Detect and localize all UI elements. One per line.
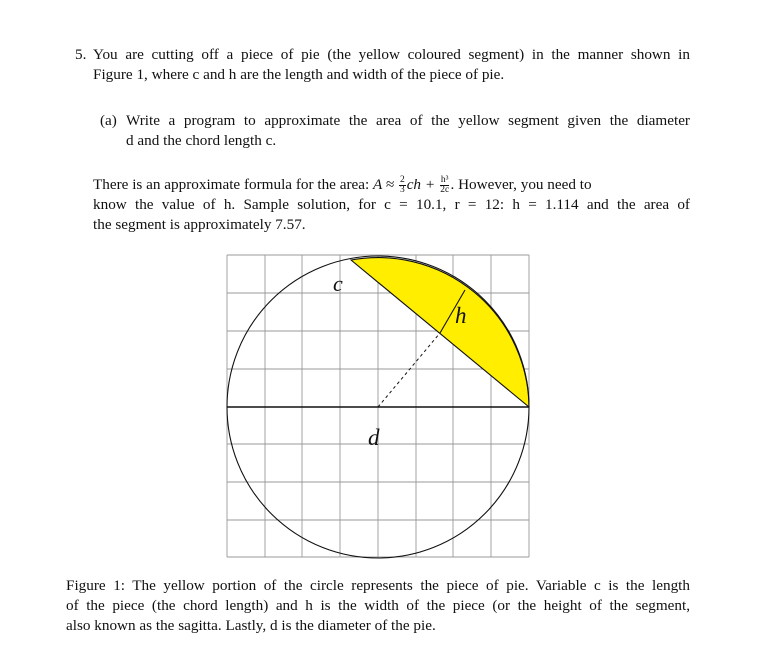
part-a-label: (a) — [100, 112, 117, 129]
solution-line3: the segment is approximately 7.57. — [93, 216, 306, 233]
label-d: d — [368, 425, 380, 450]
problem-intro-line2: Figure 1, where c and h are the length and width of the piece of pie. — [93, 66, 505, 83]
frac2-num: h³ — [440, 175, 449, 186]
part-a-line2: d and the chord length c. — [126, 132, 277, 149]
caption-line3: also known as the sagitta. Lastly, d is the diameter of the pie. — [66, 617, 436, 634]
frac2-den: 2c — [440, 185, 450, 196]
caption-line1: Figure 1: The yellow portion of the circle represents the piece of pie. Variable c is the length — [66, 577, 690, 594]
problem-number: 5. — [75, 46, 87, 63]
frac1-den: 3 — [399, 185, 405, 196]
formula-a: A ≈ — [373, 176, 395, 193]
label-h: h — [455, 303, 467, 328]
label-c: c — [333, 271, 343, 296]
problem-intro-line1: You are cutting off a piece of pie (the yellow coloured segment) in the manner shown in — [93, 46, 690, 63]
part-a-line1: Write a program to approximate the area of the yellow segment given the diameter — [126, 112, 690, 129]
solution-line1-start: There is an approximate formula for the area: — [93, 176, 370, 193]
frac1-num: 2 — [399, 175, 405, 186]
dashed-radius — [378, 333, 440, 407]
caption-line2: of the piece (the chord length) and h is the width of the piece (or the height of the segment, — [66, 597, 690, 614]
solution-line2: know the value of h. Sample solution, for c = 10.1, r = 12: h = 1.114 and the area of — [93, 196, 690, 213]
solution-line1-end: . However, you need to — [450, 176, 592, 193]
formula-ch: ch + — [406, 176, 436, 193]
